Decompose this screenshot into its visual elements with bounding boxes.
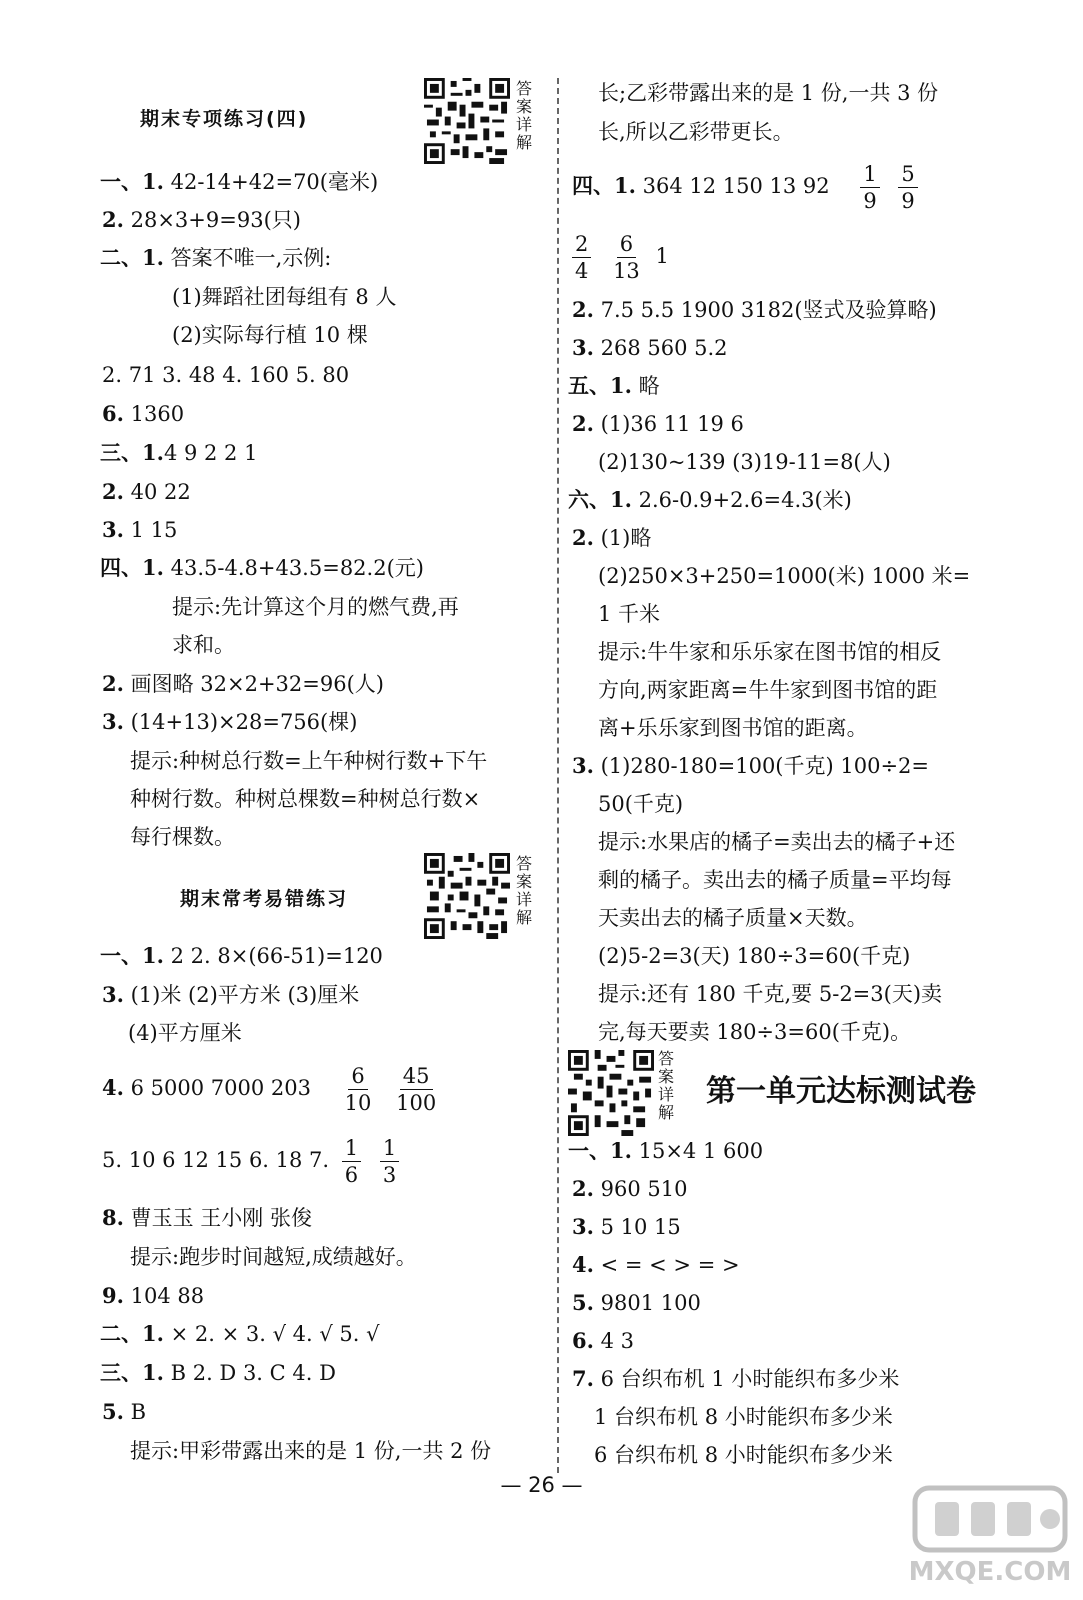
answer-line: 6 台织布机 8 小时能织布多少米	[594, 1443, 893, 1467]
answer-line-fractions: 4. 6 5000 7000 203 $\frac{6}{10}$ $\frac{45}{100}$	[102, 1060, 445, 1116]
hint-line: 提示:还有 180 千克,要 5-2=3(天)卖	[598, 982, 943, 1006]
hint-line: 每行棵数。	[130, 825, 235, 849]
answer-line: 5. 9801 100	[572, 1290, 701, 1315]
answer-line: 一、1. 2 2. 8×(66-51)=120	[100, 943, 383, 968]
answer-line: 2. 28×3+9=93(只)	[102, 207, 301, 232]
answer-line: 7. 6 台织布机 1 小时能织布多少米	[572, 1366, 900, 1391]
answer-line-fractions: 5. 10 6 12 15 6. 18 7. $\frac{1}{6}$ $\frac{1}{3}$	[102, 1132, 405, 1188]
answer-line: 3. (1)280-180=100(千克) 100÷2=	[572, 753, 929, 778]
hint-line: 提示:跑步时间越短,成绩越好。	[130, 1245, 417, 1269]
watermark-graphic	[905, 1470, 1075, 1590]
answer-line: 2. 960 510	[572, 1176, 688, 1201]
answer-line: 9. 104 88	[102, 1283, 205, 1308]
answer-line: 六、1. 2.6-0.9+2.6=4.3(米)	[568, 487, 852, 512]
hint-line: 方向,两家距离=牛牛家到图书馆的距	[598, 678, 938, 702]
answer-line: 3. 5 10 15	[572, 1214, 681, 1239]
hint-line: 天卖出去的橘子质量×天数。	[598, 906, 868, 930]
answer-line: 四、1. 43.5-4.8+43.5=82.2(元)	[100, 555, 424, 580]
qr-code-graphic	[568, 1050, 654, 1136]
answer-line: 6. 4 3	[572, 1328, 635, 1353]
fraction: $\frac{1}{9}$	[860, 161, 879, 214]
answer-line: 2. (1)36 11 19 6	[572, 411, 744, 436]
hint-line: 长,所以乙彩带更长。	[598, 120, 794, 144]
fraction: $\frac{2}{4}$	[572, 231, 591, 284]
qr-code-graphic	[424, 78, 510, 164]
answer-line: 一、1. 15×4 1 600	[568, 1138, 764, 1163]
answer-line: 2. 71 3. 48 4. 160 5. 80	[102, 363, 350, 387]
answer-line-fractions: 四、1. 364 12 150 13 92 $\frac{1}{9}$ $\frac{5}{9}$	[572, 158, 924, 214]
answer-line: 3. 268 560 5.2	[572, 335, 728, 360]
section-heading-unit-test: 第一单元达标测试卷	[706, 1074, 976, 1109]
answer-line: 2. 7.5 5.5 1900 3182(竖式及验算略)	[572, 297, 937, 322]
watermark-logo	[905, 1470, 1075, 1590]
hint-line: 离+乐乐家到图书馆的距离。	[598, 716, 868, 740]
fraction: $\frac{6}{13}$	[613, 232, 640, 283]
hint-line: 完,每天要卖 180÷3=60(千克)。	[598, 1020, 912, 1044]
answer-line: 3. (1)米 (2)平方米 (3)厘米	[102, 982, 360, 1007]
answer-line: 2. (1)略	[572, 525, 652, 550]
fraction: $\frac{5}{9}$	[898, 161, 917, 214]
answer-line: 二、1. × 2. × 3. √ 4. √ 5. √	[100, 1321, 380, 1346]
qr-label: 答案详解	[515, 79, 532, 152]
answer-line: 5. B	[102, 1399, 147, 1424]
answer-line: 2. 40 22	[102, 479, 191, 504]
fraction: $\frac{1}{6}$	[342, 1135, 361, 1188]
page-number: — 26 —	[500, 1473, 583, 1497]
hint-line: 种树行数。种树总棵数=种树总行数×	[130, 787, 481, 811]
hint-line: 提示:甲彩带露出来的是 1 份,一共 2 份	[130, 1439, 492, 1463]
answer-line: 三、1.4 9 2 2 1	[100, 440, 258, 465]
answer-line-fractions: $\frac{2}{4}$ $\frac{6}{13}$ 1	[572, 228, 669, 284]
answer-line: 3. 1 15	[102, 517, 178, 542]
answer-line: 8. 曹玉玉 王小刚 张俊	[102, 1205, 312, 1230]
answer-line: 三、1. B 2. D 3. C 4. D	[100, 1360, 336, 1385]
answer-line: (1)舞蹈社团每组有 8 人	[172, 285, 397, 309]
answer-line: 1 千米	[598, 602, 661, 626]
answer-line: 6. 1360	[102, 401, 185, 426]
qr-label: 答案详解	[657, 1049, 674, 1122]
answer-line: 一、1. 42-14+42=70(毫米)	[100, 169, 379, 194]
qr-code-icon[interactable]	[568, 1050, 654, 1136]
qr-code-icon[interactable]	[424, 78, 510, 164]
answer-line: 二、1. 答案不唯一,示例:	[100, 245, 332, 270]
hint-line: 求和。	[172, 633, 235, 657]
answer-line: 4. < = < > = >	[572, 1252, 740, 1277]
hint-line: 剩的橘子。卖出去的橘子质量=平均每	[598, 868, 952, 892]
fraction: $\frac{45}{100}$	[396, 1064, 437, 1115]
answer-line: (2)5-2=3(天) 180÷3=60(千克)	[598, 944, 911, 968]
hint-line: 提示:牛牛家和乐乐家在图书馆的相反	[598, 640, 942, 664]
hint-line: 提示:先计算这个月的燃气费,再	[172, 595, 459, 619]
hint-line: 提示:水果店的橘子=卖出去的橘子+还	[598, 830, 956, 854]
section-heading-final-practice-4: 期末专项练习(四)	[140, 108, 309, 130]
answer-line: (2)250×3+250=1000(米) 1000 米=	[598, 564, 971, 588]
answer-line: 2. 画图略 32×2+32=96(人)	[102, 671, 384, 696]
fraction: $\frac{1}{3}$	[380, 1135, 399, 1188]
qr-label: 答案详解	[515, 854, 532, 927]
answer-line: (2)130~139 (3)19-11=8(人)	[598, 450, 891, 474]
qr-code-icon[interactable]	[424, 853, 510, 939]
answer-line: 50(千克)	[598, 792, 684, 816]
answer-line: (2)实际每行植 10 棵	[172, 323, 368, 347]
hint-line: 长;乙彩带露出来的是 1 份,一共 3 份	[598, 81, 939, 105]
section-heading-final-common-mistakes: 期末常考易错练习	[180, 888, 349, 910]
qr-code-graphic	[424, 853, 510, 939]
answer-line: 3. (14+13)×28=756(棵)	[102, 709, 358, 734]
hint-line: 提示:种树总行数=上午种树行数+下午	[130, 749, 488, 773]
watermark-text: MXQE.COM	[908, 1557, 1072, 1587]
fraction: $\frac{6}{10}$	[344, 1064, 372, 1115]
answer-line: 五、1. 略	[568, 373, 660, 398]
answer-line: 1 台织布机 8 小时能织布多少米	[594, 1405, 893, 1429]
answer-line: (4)平方厘米	[128, 1021, 242, 1045]
column-divider	[557, 78, 559, 1473]
